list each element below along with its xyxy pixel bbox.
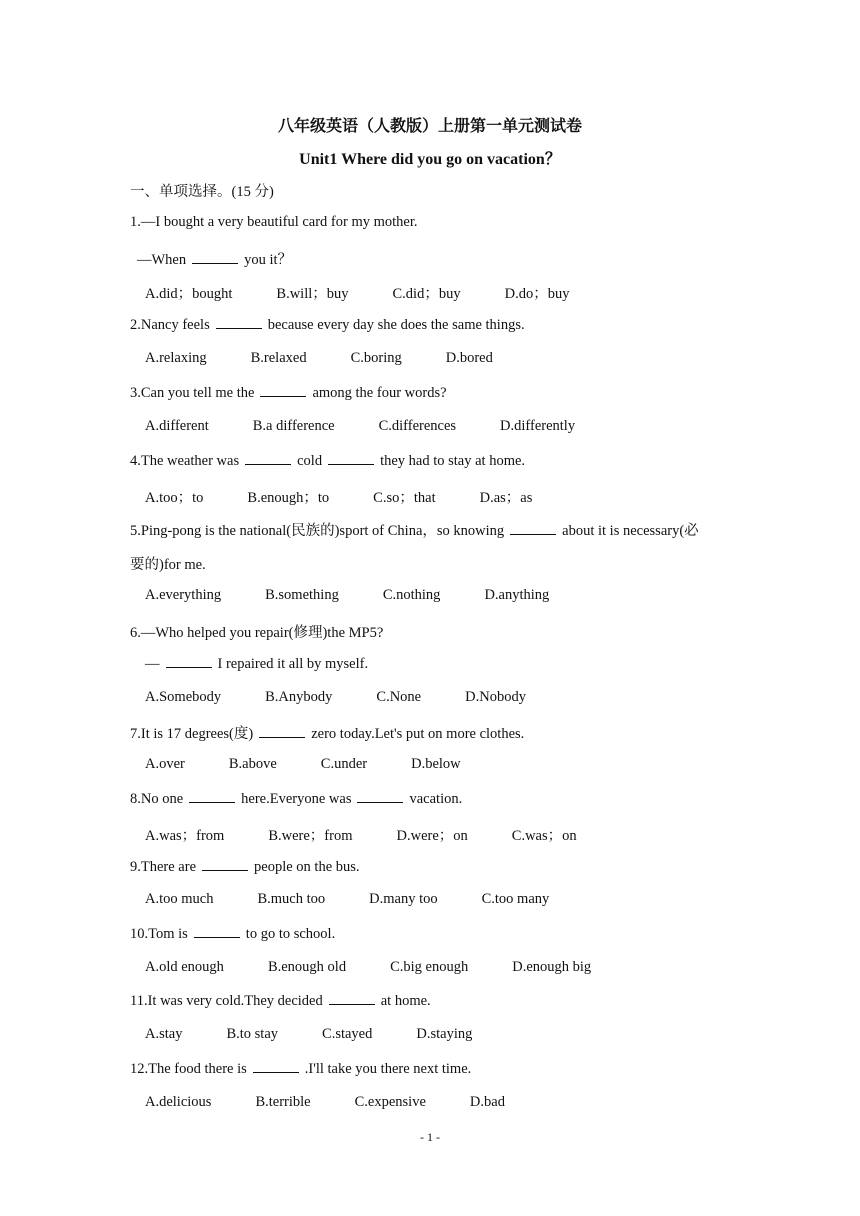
question-10: 10.Tom is to go to school.: [130, 926, 336, 942]
option-b: B.a difference: [252, 418, 335, 434]
option-b: B.enough old: [267, 959, 347, 975]
section-heading: 一、单项选择。(15 分): [130, 184, 274, 200]
question-9: 9.There are people on the bus.: [130, 859, 360, 875]
question-12: 12.The food there is .I'll take you there next time.: [130, 1061, 472, 1077]
option-b: B.were；from: [268, 828, 353, 844]
answer-blank: [245, 452, 291, 465]
question-5: 5.Ping-pong is the national(民族的)sport of China，so knowing about it is necessary(必: [130, 523, 699, 539]
answer-blank: [166, 655, 212, 668]
question-12-options: [145, 1094, 505, 1111]
option-c: C.expensive: [354, 1094, 426, 1110]
question-7-options: [145, 756, 461, 773]
option-a: A.Somebody: [145, 689, 222, 705]
option-c: C.did；buy: [392, 286, 461, 302]
answer-blank: [510, 522, 556, 535]
answer-blank: [357, 790, 403, 803]
answer-blank: [189, 790, 235, 803]
answer-blank: [202, 858, 248, 871]
option-a: A.too much: [145, 891, 214, 907]
question-8-options: [145, 824, 577, 845]
question-4-options: [145, 486, 532, 507]
option-c: C.boring: [350, 350, 402, 366]
option-a: A.old enough: [145, 959, 224, 975]
option-b: B.Anybody: [265, 689, 333, 705]
option-d: D.Nobody: [465, 689, 526, 705]
question-5-continuation: 要的)for me.: [130, 557, 206, 573]
question-6-options: [145, 689, 526, 706]
option-b: B.relaxed: [250, 350, 307, 366]
question-2: 2.Nancy feels because every day she does the same things.: [130, 317, 525, 333]
option-d: D.anything: [484, 587, 550, 603]
option-a: A.too；to: [145, 490, 204, 506]
option-b: B.enough；to: [247, 490, 330, 506]
answer-blank: [260, 384, 306, 397]
option-b: B.will；buy: [276, 286, 349, 302]
option-b: B.above: [228, 756, 277, 772]
question-1: 1.—I bought a very beautiful card for my mother.: [130, 214, 418, 230]
option-c: C.too many: [481, 891, 550, 907]
option-d: D.as；as: [479, 490, 533, 506]
question-10-options: [145, 959, 591, 976]
option-a: A.relaxing: [145, 350, 207, 366]
answer-blank: [216, 316, 262, 329]
page-number: - 1 -: [420, 1130, 440, 1144]
page-subtitle: Unit1 Where did you go on vacation？: [299, 151, 561, 168]
option-c: C.was；on: [511, 828, 577, 844]
question-5-options: [145, 587, 549, 604]
answer-blank: [329, 992, 375, 1005]
question-1-dialog: —When you it？: [137, 252, 293, 268]
answer-blank: [194, 925, 240, 938]
question-7: 7.It is 17 degrees(度) zero today.Let's put on more clothes.: [130, 726, 525, 742]
question-6-dialog: — I repaired it all by myself.: [145, 656, 369, 672]
question-2-options: [145, 350, 493, 367]
option-b: B.something: [265, 587, 339, 603]
option-d: D.below: [411, 756, 461, 772]
option-c: C.None: [376, 689, 422, 705]
question-11: 11.It was very cold.They decided at home.: [130, 993, 431, 1009]
option-c: C.under: [320, 756, 368, 772]
option-a: A.was；from: [145, 828, 225, 844]
option-b: B.to stay: [226, 1026, 279, 1042]
option-d: D.enough big: [512, 959, 592, 975]
question-9-options: [145, 891, 549, 908]
question-6: 6.—Who helped you repair(修理)the MP5?: [130, 625, 384, 641]
question-4: 4.The weather was cold they had to stay at home.: [130, 453, 526, 469]
option-a: A.everything: [145, 587, 222, 603]
option-c: C.so；that: [373, 490, 436, 506]
question-3: 3.Can you tell me the among the four words?: [130, 385, 447, 401]
answer-blank: [253, 1060, 299, 1073]
option-a: A.over: [145, 756, 185, 772]
option-c: C.differences: [378, 418, 457, 434]
question-1-options: [145, 282, 569, 303]
option-d: D.many too: [369, 891, 438, 907]
answer-blank: [328, 452, 374, 465]
option-d: D.staying: [416, 1026, 473, 1042]
question-11-options: [145, 1026, 472, 1043]
option-d: D.were；on: [396, 828, 468, 844]
answer-blank: [192, 251, 238, 264]
option-a: A.delicious: [145, 1094, 212, 1110]
question-8: 8.No one here.Everyone was vacation.: [130, 791, 463, 807]
option-d: D.do；buy: [504, 286, 570, 302]
question-3-options: [145, 418, 575, 435]
option-d: D.bad: [469, 1094, 505, 1110]
option-b: B.terrible: [255, 1094, 311, 1110]
option-c: C.big enough: [390, 959, 469, 975]
option-b: B.much too: [257, 891, 326, 907]
option-a: A.did；bought: [145, 286, 233, 302]
option-d: D.bored: [445, 350, 493, 366]
option-d: D.differently: [500, 418, 576, 434]
option-c: C.nothing: [382, 587, 441, 603]
option-c: C.stayed: [322, 1026, 373, 1042]
option-a: A.stay: [145, 1026, 183, 1042]
option-a: A.different: [145, 418, 209, 434]
page-title: 八年级英语（人教版）上册第一单元测试卷: [277, 118, 582, 135]
answer-blank: [259, 725, 305, 738]
